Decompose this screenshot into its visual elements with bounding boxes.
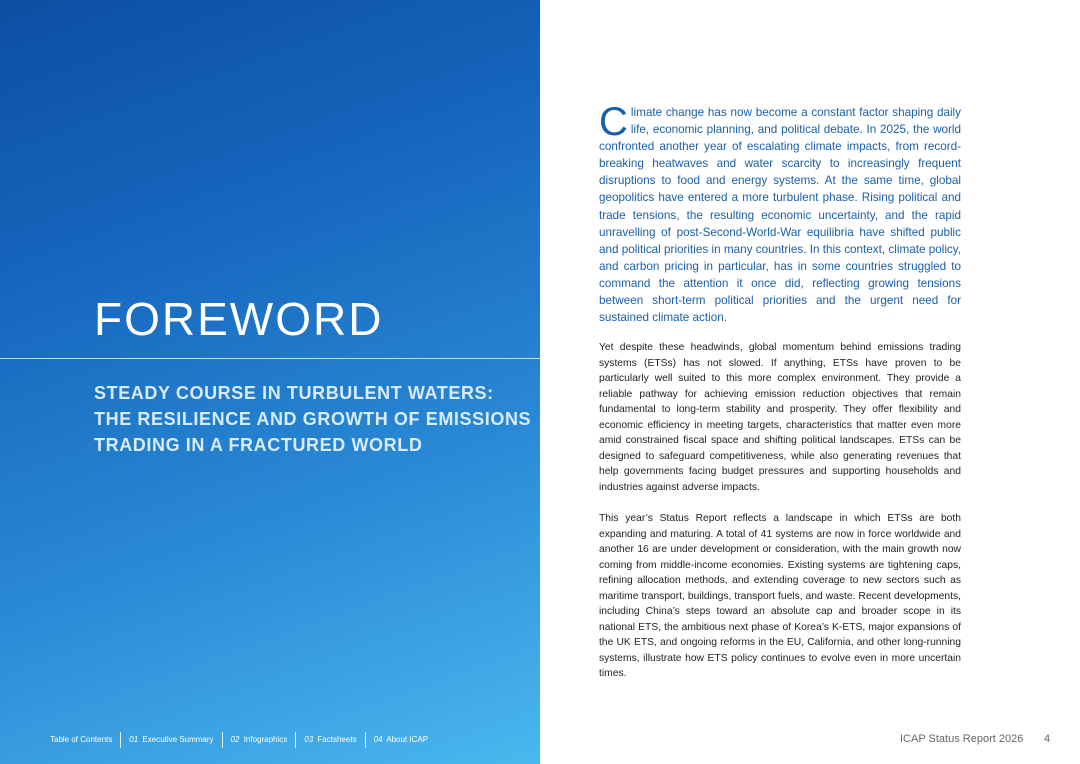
intro-paragraph: [599, 100, 961, 326]
subtitle: [94, 380, 534, 458]
report-title: ICAP Status Report 2026: [900, 733, 1024, 745]
nav-table-of-contents[interactable]: [50, 732, 120, 748]
body-paragraph-2: This year’s Status Report reflects a landscape in which ETSs are both expanding and maturing. A total of 41 systems are now in force worldwide and another 16 are under development or consideration, with the main growth now coming from middle-income economies. Existing systems are tightening caps, refining allocation methods, and extending coverage to new sectors such as maritime transport, buildings, transport fuels, and waste. Recent developments, including China’s steps toward an absolute cap and broader scope in its national ETS, the ambitious next phase of Korea’s K-ETS, major expansions of the UK ETS, and ongoing reforms in the EU, California, and other long-running systems, illustrate how ETS policy continues to evolve even in more uncertain times.: [599, 513, 961, 680]
nav-number: 04: [373, 735, 383, 744]
nav-number: 02: [230, 735, 240, 744]
nav-label: Infographics: [243, 735, 288, 744]
nav-infographics[interactable]: [223, 732, 296, 748]
intro-text: limate change has now become a constant factor shaping daily life, economic planning, and political debate. In 2025, the world confronted another year of escalating climate impacts, from record-breaking heatwaves and water scarcity to increasingly frequent disruptions to food and energy systems. At the same time, global geopolitics have entered a more turbulent phase. Rising political and trade tensions, the resulting economic uncertainty, and the rapid unravelling of post-Second-World-War equilibria have shifted public and political priorities in many countries. In this context, climate policy, and carbon pricing in particular, has in some countries struggled to command the attention it once did, reflecting growing tensions between short-term political priorities and the urgent need for sustained climate action.: [599, 106, 961, 325]
nav-label: About ICAP: [386, 735, 429, 744]
nav-number: 03: [304, 735, 314, 744]
page-number: 4: [1044, 733, 1051, 745]
subtitle-line: THE RESILIENCE AND GROWTH OF EMISSIONS: [94, 409, 532, 429]
nav-label: Executive Summary: [142, 735, 214, 744]
subtitle-line: TRADING IN A FRACTURED WORLD: [94, 435, 423, 455]
nav-number: 01: [129, 735, 139, 744]
body-paragraph-1: Yet despite these headwinds, global momentum behind emissions trading systems (ETSs) has not slowed. If anything, ETSs have proven to be particularly well suited to this more complex environment. They provide a reliable pathway for achieving emission reduction objectives that remain fundamental to long-term stability and prosperity. They offer flexibility and economic efficiency in meeting targets, characteristics that matter even more amid constrained fiscal space and shifting political landscapes. ETSs can be designed to safeguard competitiveness, while also generating revenues that help governments facing budget pressures and supporting households and industries against adverse impacts.: [599, 342, 961, 493]
footer-nav: [50, 732, 436, 748]
nav-label: Table of Contents: [50, 735, 113, 744]
subtitle-line: STEADY COURSE IN TURBULENT WATERS:: [94, 383, 494, 403]
nav-factsheets[interactable]: [296, 732, 364, 748]
nav-about-icap[interactable]: [366, 732, 437, 748]
page-title: FOREWORD: [94, 293, 384, 345]
nav-executive-summary[interactable]: [121, 732, 221, 748]
foreword-text: [599, 100, 961, 698]
title-divider: [0, 358, 540, 359]
drop-cap: C: [599, 100, 628, 144]
nav-label: Factsheets: [317, 735, 357, 744]
